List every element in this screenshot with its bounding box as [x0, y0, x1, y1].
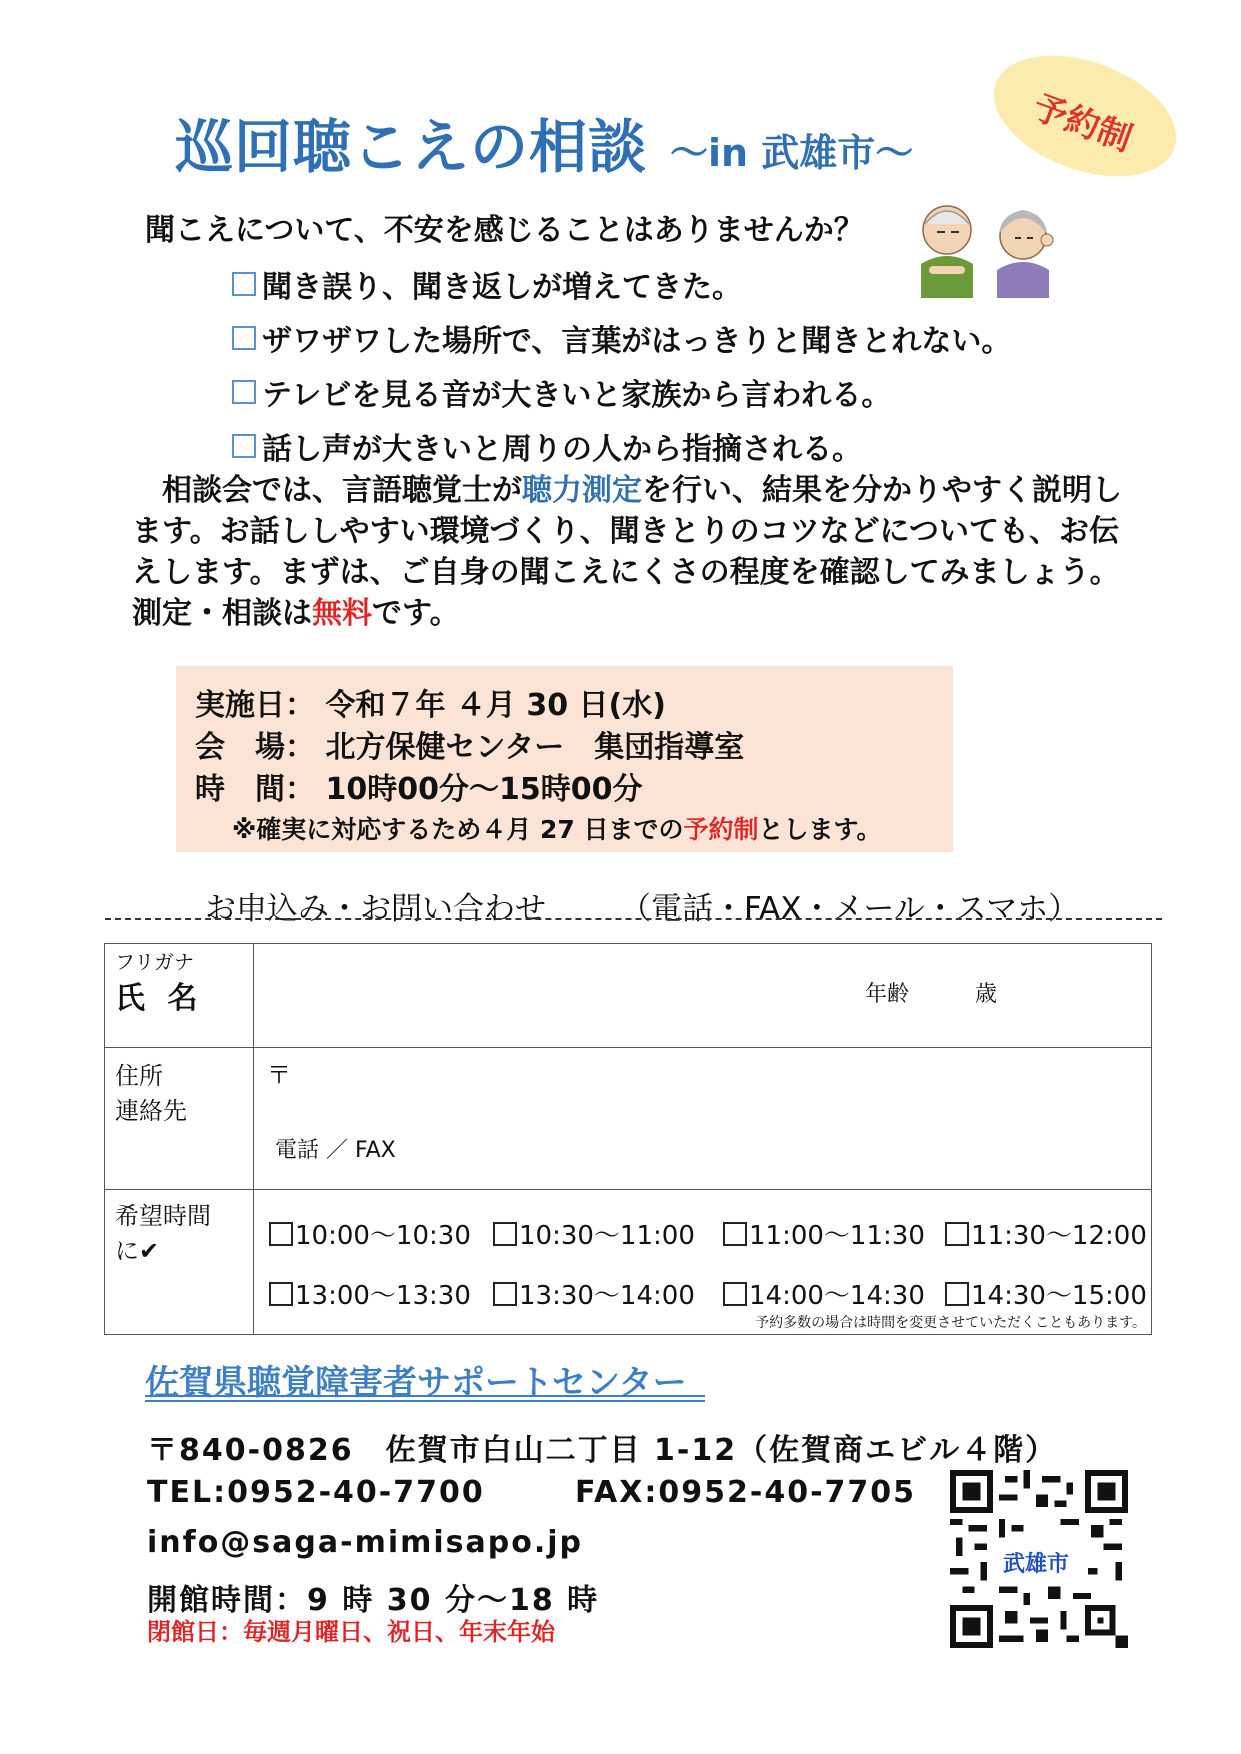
- age-label: 年齢: [865, 982, 910, 1007]
- furigana-label: フリガナ: [115, 950, 194, 974]
- elderly-man-icon: [921, 206, 973, 298]
- reservation-badge-label: 予約制: [1027, 87, 1138, 160]
- checkbox-icon[interactable]: [945, 1282, 969, 1306]
- address-label-cell: [105, 1048, 254, 1190]
- underline: [145, 1395, 705, 1397]
- intro-question: 聞こえについて、不安を感じることはありませんか？: [145, 213, 864, 248]
- underline: [145, 1400, 705, 1402]
- name-label: 氏 名: [115, 981, 204, 1016]
- time-check-label: に✔: [115, 1237, 160, 1265]
- event-time-label: 時 間：: [195, 772, 315, 807]
- time-slot-checkbox[interactable]: [945, 1275, 1147, 1312]
- time-slot-checkbox[interactable]: [269, 1275, 471, 1312]
- checklist-item: [232, 316, 1011, 360]
- event-venue-label: 会 場：: [195, 730, 315, 765]
- reservation-badge: [977, 33, 1192, 199]
- organization-hours: 開館時間：9 時 30 分～18 時: [147, 1583, 600, 1618]
- organization-address: 〒840-0826 佐賀市白山二丁目 1-12（佐賀商エビル４階）: [147, 1433, 1058, 1468]
- checkbox-icon[interactable]: [493, 1282, 517, 1306]
- closed-days: 閉館日：毎週月曜日、祝日、年末年始: [147, 1618, 555, 1646]
- checkbox-icon[interactable]: [269, 1222, 293, 1246]
- checkbox-icon[interactable]: [945, 1222, 969, 1246]
- time-slot-label: 13:30～14:00: [519, 1281, 695, 1311]
- checklist-text: テレビを見る音が大きいと家族から言われる。: [262, 378, 892, 413]
- time-slot-label: 13:00～13:30: [295, 1281, 471, 1311]
- event-venue: [195, 722, 744, 766]
- time-slot-checkbox[interactable]: [493, 1215, 695, 1252]
- contact-methods: （電話・FAX・メール・スマホ）: [620, 891, 1080, 927]
- intro-paragraph: [132, 470, 1132, 634]
- time-slot-label: 14:30～15:00: [971, 1281, 1147, 1311]
- checkbox-icon[interactable]: [723, 1282, 747, 1306]
- intro-text: を行い、結果を分かりやすく説明します。お話ししやすい環境づくり、聞きとりのコツなどについても、お伝えします。まずは、ご自身の聞こえにくさの程度を確認してみましょう。測定・相談は: [132, 473, 1122, 631]
- event-time-value: 10時00分～15時00分: [325, 772, 643, 807]
- postal-mark: 〒: [267, 1061, 291, 1089]
- checkbox-icon: [232, 326, 256, 350]
- time-slots-cell: [254, 1190, 1152, 1335]
- contact-heading: お申込み・お問い合わせ: [205, 891, 546, 927]
- checklist-item: [232, 424, 862, 468]
- elderly-people-illustration: [905, 198, 1065, 298]
- qr-code-label: 武雄市: [1003, 1552, 1070, 1577]
- elderly-woman-icon: [997, 210, 1053, 298]
- page-subtitle: ～in 武雄市～: [670, 131, 914, 175]
- checklist-item: [232, 370, 891, 414]
- free-highlight: 無料: [312, 596, 372, 631]
- event-date-value: 令和７年 ４月 30 日(水): [325, 688, 666, 723]
- form-footnote: 予約多数の場合は時間を変更させていただくこともあります。: [755, 1315, 1146, 1331]
- address-label: 住所: [115, 1062, 163, 1090]
- age-unit: 歳: [975, 982, 998, 1007]
- intro-text: です。: [372, 596, 460, 631]
- checkbox-icon[interactable]: [723, 1222, 747, 1246]
- time-preference-label: 希望時間: [115, 1202, 211, 1230]
- time-slot-checkbox[interactable]: [269, 1215, 471, 1252]
- name-label-cell: [105, 944, 254, 1048]
- organization-name: 佐賀県聴覚障害者サポートセンター: [145, 1363, 687, 1403]
- event-time: [195, 764, 642, 808]
- organization-email: info@saga-mimisapo.jp: [147, 1525, 583, 1560]
- event-date-label: 実施日：: [195, 688, 315, 723]
- time-label-cell: [105, 1190, 254, 1335]
- checklist-text: 話し声が大きいと周りの人から指摘される。: [262, 432, 862, 467]
- application-form: [104, 943, 1152, 1335]
- checklist-text: ザワザワした場所で、言葉がはっきりと聞きとれない。: [262, 324, 1012, 359]
- intro-text: 相談会では、言語聴覚士が: [132, 473, 522, 508]
- note-text: とします。: [758, 815, 882, 844]
- time-slot-label: 10:00～10:30: [295, 1221, 471, 1251]
- note-reservation-highlight: 予約制: [683, 815, 759, 844]
- reservation-note: [232, 810, 882, 846]
- cut-line: [105, 918, 1162, 920]
- event-venue-value: 北方保健センター 集団指導室: [325, 730, 745, 765]
- checkbox-icon: [232, 434, 256, 458]
- organization-fax: FAX:0952-40-7705: [575, 1475, 917, 1510]
- organization-tel: TEL:0952-40-7700: [147, 1475, 485, 1510]
- time-slot-label: 10:30～11:00: [519, 1221, 695, 1251]
- time-slot-checkbox[interactable]: [493, 1275, 695, 1312]
- checkbox-icon[interactable]: [269, 1282, 293, 1306]
- address-field[interactable]: [254, 1048, 1152, 1190]
- checklist-item: [232, 262, 742, 306]
- phone-fax-label: 電話 ／ FAX: [275, 1138, 396, 1163]
- checkbox-icon: [232, 272, 256, 296]
- note-text: ※確実に対応するため４月 27 日までの: [232, 815, 684, 844]
- time-slot-label: 14:00～14:30: [749, 1281, 925, 1311]
- checkbox-icon: [232, 380, 256, 404]
- hearing-test-highlight: 聴力測定: [522, 473, 642, 508]
- checklist-text: 聞き誤り、聞き返しが増えてきた。: [262, 270, 742, 305]
- time-slot-label: 11:00～11:30: [749, 1221, 925, 1251]
- page-title: 巡回聴こえの相談: [175, 113, 648, 181]
- time-slot-checkbox[interactable]: [945, 1215, 1147, 1252]
- time-slot-checkbox[interactable]: [723, 1215, 925, 1252]
- time-slot-checkbox[interactable]: [723, 1275, 925, 1312]
- contact-label: 連絡先: [115, 1097, 187, 1125]
- name-field[interactable]: [254, 944, 1152, 1048]
- time-slot-label: 11:30～12:00: [971, 1221, 1147, 1251]
- event-date: [195, 680, 666, 724]
- checkbox-icon[interactable]: [493, 1222, 517, 1246]
